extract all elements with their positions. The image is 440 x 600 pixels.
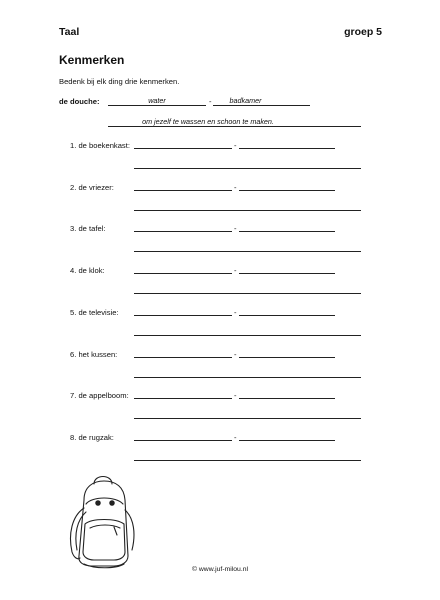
answer-line-1[interactable]: [134, 398, 232, 399]
answer-line-1[interactable]: [134, 148, 232, 149]
copyright-footer: © www.juf-milou.nl: [192, 566, 248, 573]
item-label: 5. de televisie:: [70, 308, 119, 317]
answer-line-1[interactable]: [134, 190, 232, 191]
answer-line-2[interactable]: [239, 148, 335, 149]
answer-line-2[interactable]: [239, 273, 335, 274]
item-label: 2. de vriezer:: [70, 183, 114, 192]
example-line-2: [213, 105, 310, 106]
example-answer-3: om jezelf te wassen en schoon te maken.: [142, 117, 274, 126]
answer-separator: -: [234, 224, 237, 233]
answer-line-3[interactable]: [134, 168, 361, 169]
answer-line-3[interactable]: [134, 377, 361, 378]
example-answer-1: water: [148, 96, 166, 105]
item-label: 3. de tafel:: [70, 224, 106, 233]
item-label: 4. de klok:: [70, 266, 105, 275]
page-title: Kenmerken: [59, 53, 125, 67]
example-answer-2: badkamer: [229, 96, 262, 105]
item-label: 8. de rugzak:: [70, 433, 114, 442]
answer-line-2[interactable]: [239, 398, 335, 399]
answer-separator: -: [234, 308, 237, 317]
answer-line-2[interactable]: [239, 357, 335, 358]
item-label: 6. het kussen:: [70, 350, 118, 359]
answer-line-1[interactable]: [134, 440, 232, 441]
answer-line-3[interactable]: [134, 418, 361, 419]
answer-line-1[interactable]: [134, 231, 232, 232]
answer-line-3[interactable]: [134, 335, 361, 336]
answer-line-3[interactable]: [134, 460, 361, 461]
answer-line-2[interactable]: [239, 231, 335, 232]
answer-line-2[interactable]: [239, 190, 335, 191]
answer-line-3[interactable]: [134, 210, 361, 211]
answer-separator: -: [234, 266, 237, 275]
answer-line-1[interactable]: [134, 273, 232, 274]
item-label: 7. de appelboom:: [70, 391, 129, 400]
answer-separator: -: [234, 391, 237, 400]
answer-line-3[interactable]: [134, 251, 361, 252]
example-separator: -: [209, 97, 212, 106]
subject-label: Taal: [59, 26, 80, 38]
example-label: de douche:: [59, 97, 100, 106]
example-line-1: [108, 105, 206, 106]
group-label: groep 5: [344, 26, 382, 38]
answer-separator: -: [234, 183, 237, 192]
answer-line-2[interactable]: [239, 440, 335, 441]
example-line-3: [108, 126, 361, 127]
answer-line-3[interactable]: [134, 293, 361, 294]
item-label: 1. de boekenkast:: [70, 141, 130, 150]
answer-separator: -: [234, 141, 237, 150]
answer-line-1[interactable]: [134, 357, 232, 358]
instruction-text: Bedenk bij elk ding drie kenmerken.: [59, 77, 180, 86]
answer-separator: -: [234, 350, 237, 359]
answer-separator: -: [234, 433, 237, 442]
answer-line-2[interactable]: [239, 315, 335, 316]
answer-line-1[interactable]: [134, 315, 232, 316]
backpack-icon: [64, 472, 144, 570]
